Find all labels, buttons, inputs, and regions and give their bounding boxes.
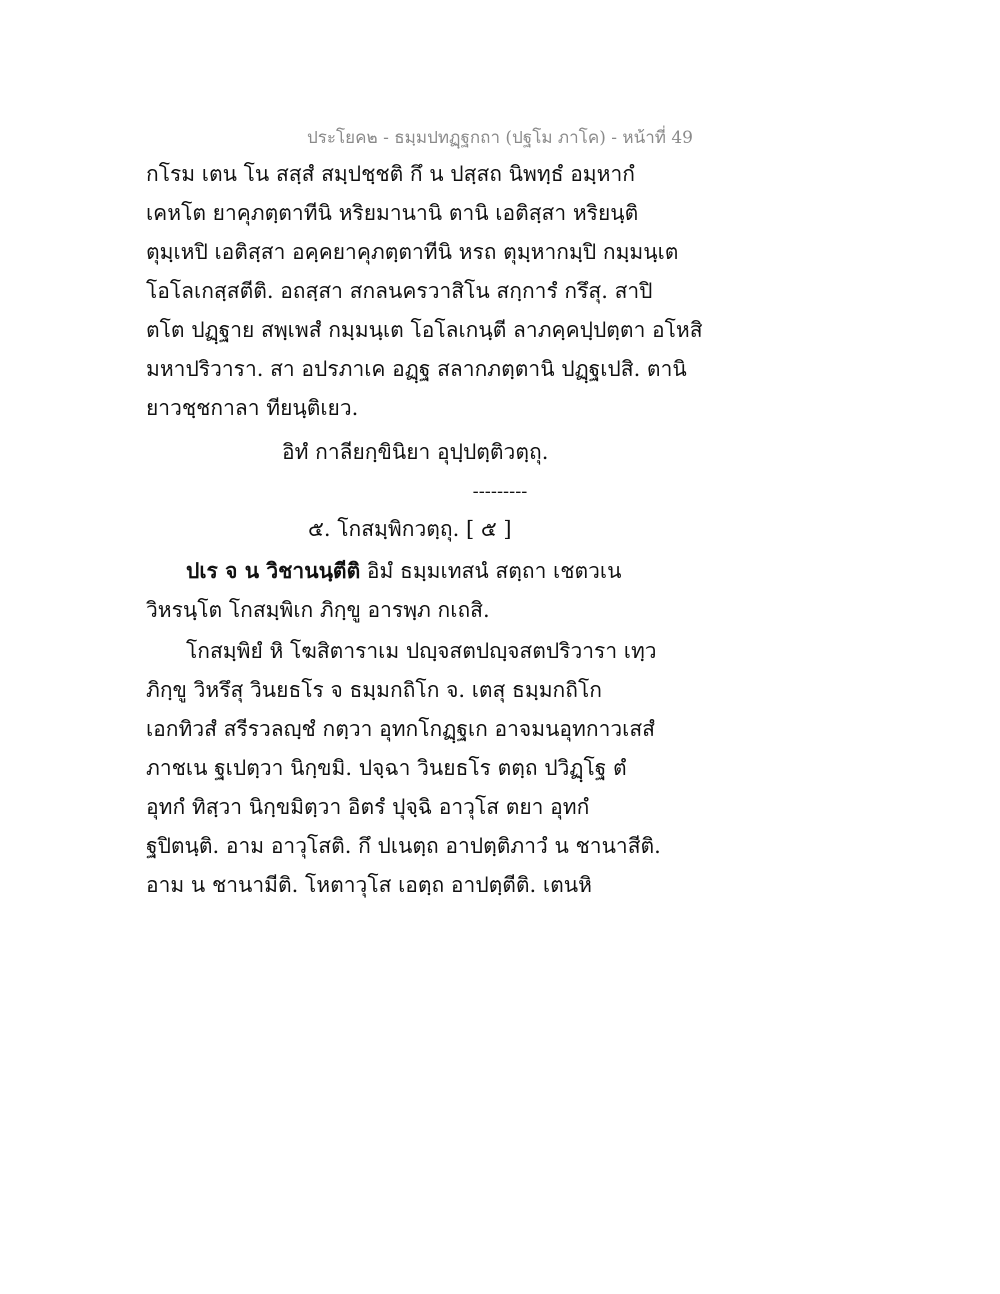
- text-line: ภิกฺขู วิหรึสุ วินยธโร จ ธมฺมกถิโก จ. เตสุ ธมฺมกถิโก: [146, 678, 602, 702]
- story-title: ๕. โกสมฺพิกวตฺถุ. [ ๕ ]: [308, 517, 512, 541]
- story-closing: อิทํ กาลียกฺขินิยา อุปฺปตฺติวตฺถุ.: [282, 440, 549, 464]
- section-separator: ---------: [472, 481, 528, 502]
- text-line: เอกทิวสํ สรีรวลญฺชํ กตฺวา อุทกโกฏฺฐเก อาจมนอุทกาวเสสํ: [146, 717, 655, 741]
- intro-quote: ปเร จ น วิชานนฺตีติ: [186, 558, 361, 583]
- page-header: ประโยค๒ - ธมฺมปทฏฺฐกถา (ปฐโม ภาโค) - หน้าที่ 49: [307, 128, 693, 148]
- text-line: โอโลเกสฺสตีติ. อถสฺสา สกลนครวาสิโน สกฺการํ กรึสุ. สาปิ: [146, 279, 653, 303]
- text-line: ภาชเน ฐเปตฺวา นิกฺขมิ. ปจฺฉา วินยธโร ตตฺถ ปวิฏฺโฐ ตํ: [146, 756, 627, 780]
- text-line: กโรม เตน โน สสฺสํ สมฺปชฺชติ กึ น ปสฺสถ นิพทฺธํ อมฺหากํ: [146, 162, 635, 186]
- text-line: อาม น ชานามีติ. โหตาวุโส เอตฺถ อาปตฺตีติ. เตนหิ: [146, 873, 592, 897]
- intro-line: [186, 557, 621, 585]
- intro-text: อิมํ ธมฺมเทสนํ สตฺถา เชตวเน: [360, 559, 622, 583]
- text-line: วิหรนฺโต โกสมฺพิเก ภิกฺขู อารพฺภ กเถสิ.: [146, 598, 490, 622]
- text-line: ตุมฺเหปิ เอติสฺสา อคฺคยาคุภตฺตาทีนิ หรถ ตุมฺหากมฺปิ กมฺมนฺเต: [146, 240, 679, 264]
- text-line: ยาวชฺชกาลา ทียนฺติเยว.: [146, 396, 359, 420]
- text-line: ฐปิตนฺติ. อาม อาวุโสติ. กึ ปเนตฺถ อาปตฺติภาวํ น ชานาสีติ.: [146, 834, 661, 858]
- text-line: อุทกํ ทิสฺวา นิกฺขมิตฺวา อิตรํ ปุจฺฉิ อาวุโส ตยา อุทกํ: [146, 795, 590, 819]
- text-line: โกสมฺพิยํ หิ โฆสิตาราเม ปญฺจสตปญฺจสตปริวารา เทฺว: [186, 639, 657, 663]
- text-line: มหาปริวารา. สา อปรภาเค อฏฺฐ สลากภตฺตานิ ปฏฺฐเปสิ. ตานิ: [146, 357, 687, 381]
- text-line: เคหโต ยาคุภตฺตาทีนิ หริยมานานิ ตานิ เอติสฺสา หริยนฺติ: [146, 201, 639, 225]
- text-line: ตโต ปฏฺฐาย สพฺเพสํ กมฺมนฺเต โอโลเกนฺตี ลาภคฺคปฺปตฺตา อโหสิ: [146, 318, 703, 342]
